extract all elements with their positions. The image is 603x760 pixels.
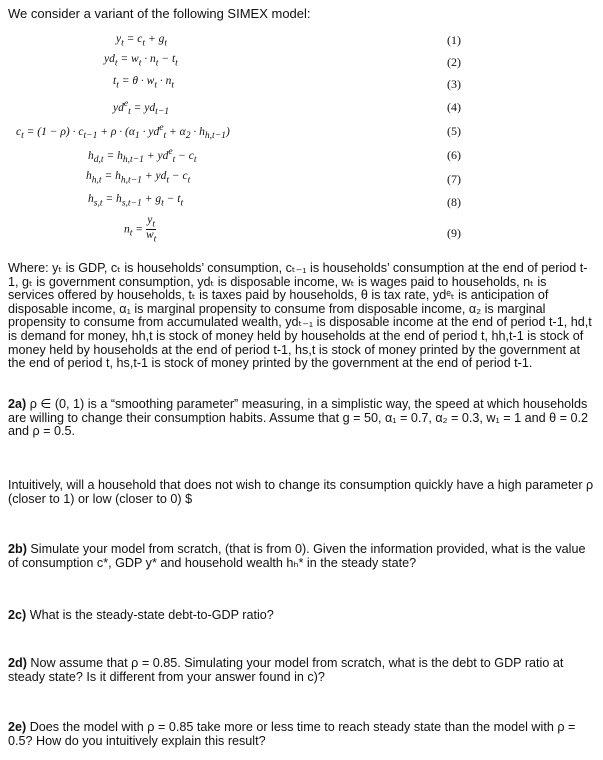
question-2c: [8, 609, 596, 623]
equation-number: (7): [447, 172, 461, 186]
question-label: 2a): [8, 397, 27, 411]
equation-5: $c_t = (1 - \rho) \cdot c_{t-1} + \rho \cdot (\alpha_1 \cdot yd^e_t + \alpha_2 \cdot h_{h,t-1})$: [16, 122, 230, 142]
equation-number: (3): [447, 77, 461, 91]
question-label: 2d): [8, 656, 27, 670]
question-2d: [8, 657, 596, 684]
question-label: 2c): [8, 608, 27, 622]
equation-number: (1): [447, 33, 461, 47]
question-text: Simulate your model from scratch, (that is from 0). Given the information provided, what is the value of consumption c*, GDP y* and household wealth hₕ* in the steady state?: [8, 542, 586, 570]
equation-9: $n_t$ = $\frac{y_t}{w_t}$: [124, 214, 157, 245]
equation-2: $yd_t = w_t \cdot n_t - t_t$: [104, 53, 178, 69]
question-label: 2e): [8, 720, 27, 734]
equation-number: (5): [447, 124, 461, 138]
equation-3: $t_t = \theta \cdot w_t \cdot n_t$: [113, 75, 175, 91]
equation-number: (6): [447, 148, 461, 162]
question-label: 2b): [8, 542, 27, 556]
equation-number: (4): [447, 100, 461, 114]
equation-7: $h_{h,t} = h_{h,t-1} + yd_t - c_t$: [86, 170, 191, 186]
intro-text: We consider a variant of the following SIMEX model:: [8, 6, 311, 21]
question-text: What is the steady-state debt-to-GDP ratio?: [29, 608, 274, 622]
variable-definitions: Where: yₜ is GDP, cₜ is households’ consumption, cₜ₋₁ is households’ consumption at the end of period t-1, gₜ is government consumption, ydₜ is disposable income, wₜ is wages paid to households, nₜ is services offered by households, tₜ is taxes paid by households, θ is tax rate, ydᵉₜ is anticipation of disposable income, α₁ is marginal propensity to consume from disposable income, α₂ is marginal propensity to consume from accumulated wealth, ydₜ₋₁ is disposable income at the end of period t-1, hd,t is demand for money, hh,t is stock of money held by households at the end of period t, hh,t-1 is stock of money held by households at the end of period t-1, hs,t is stock of money printed by the government at the end of period t, hs,t-1 is stock of money printed by the government at the end of period t-1.: [8, 261, 592, 371]
question-2e: [8, 721, 596, 748]
equation-1: $y_t = c_t + g_t$: [116, 33, 168, 49]
question-2a-followup: Intuitively, will a household that does not wish to change its consumption quickly have a high parameter ρ (closer to 1) or low (closer to 0) $: [8, 478, 594, 506]
question-text: Now assume that ρ = 0.85. Simulating your model from scratch, what is the debt to GDP ratio at steady state? Is it different from your answer found in c)?: [8, 656, 564, 684]
equation-number: (2): [447, 55, 461, 69]
equation-number: (8): [447, 195, 461, 209]
equation-6: $h_{d,t} = h_{h,t-1} + yd^e_t - c_t$: [88, 146, 197, 166]
question-2b: [8, 543, 596, 570]
equation-4: $yd^e_t = yd_{t-1}$: [113, 98, 170, 118]
equation-number: (9): [447, 226, 461, 240]
question-text: ρ ∈ (0, 1) is a “smoothing parameter” measuring, in a simplistic way, the speed at which households are willing to change their consumption habits. Assume that g = 50, α₁ = 0.7, α₂ = 0.3, w₁ = 1 and θ = 0.2 and ρ = 0.5.: [8, 397, 588, 439]
question-text: Does the model with ρ = 0.85 take more or less time to reach steady state than the model with ρ = 0.5? How do you intuitively explain this result?: [8, 720, 576, 748]
question-2a: [8, 398, 596, 439]
equation-8: $h_{s,t} = h_{s,t-1} + g_t - t_t$: [88, 193, 184, 209]
